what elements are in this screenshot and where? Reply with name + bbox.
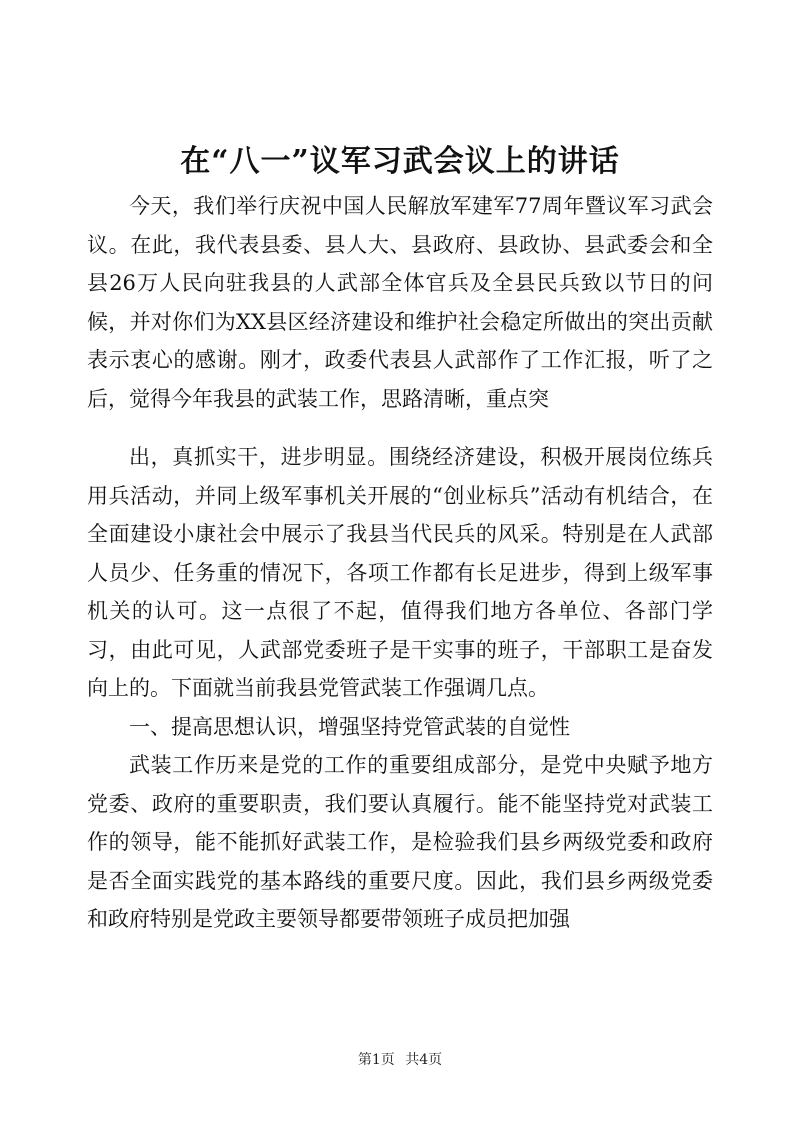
paragraph-1: 今天，我们举行庆祝中国人民解放军建军77周年暨议军习武会议。在此，我代表县委、县人大、县政府、县政协、县武委会和全县26万人民向驻我县的人武部全体官兵及全县民兵致以节日的问候，并对你们为XX县区经济建设和维护社会稳定所做出的突出贡献表示衷心的感谢。刚才，政委代表县人武部作了工作汇报，听了之后，觉得今年我县的武装工作，思路清晰，重点突	[87, 194, 713, 411]
paragraph-2: 出，真抓实干，进步明显。围绕经济建设，积极开展岗位练兵用兵活动，并同上级军事机关开展的“创业标兵”活动有机结合，在全面建设小康社会中展示了我县当代民兵的风采。特别是在人武部人员少、任务重的情况下，各项工作都有长足进步，得到上级军事机关的认可。这一点很了不起，值得我们地方各单位、各部门学习，由此可见，人武部党委班子是干实事的班子，干部职工是奋发向上的。下面就当前我县党管武装工作强调几点。	[87, 445, 713, 700]
section-heading: 一、提高思想认识，增强坚持党管武装的自觉性	[129, 714, 570, 739]
page-total: 共4页	[405, 1052, 443, 1068]
page-number: 第1页	[357, 1052, 395, 1068]
document-body	[87, 187, 713, 939]
page-title: 在“八一”议军习武会议上的讲话	[180, 144, 620, 179]
page-footer	[0, 1050, 800, 1070]
paragraph-3: 武装工作历来是党的工作的重要组成部分，是党中央赋予地方党委、政府的重要职责，我们要认真履行。能不能坚持党对武装工作的领导，能不能抓好武装工作，是检验我们县乡两级党委和政府是否全面实践党的基本路线的重要尺度。因此，我们县乡两级党委和政府特别是党政主要领导都要带领班子成员把加强	[87, 753, 713, 931]
